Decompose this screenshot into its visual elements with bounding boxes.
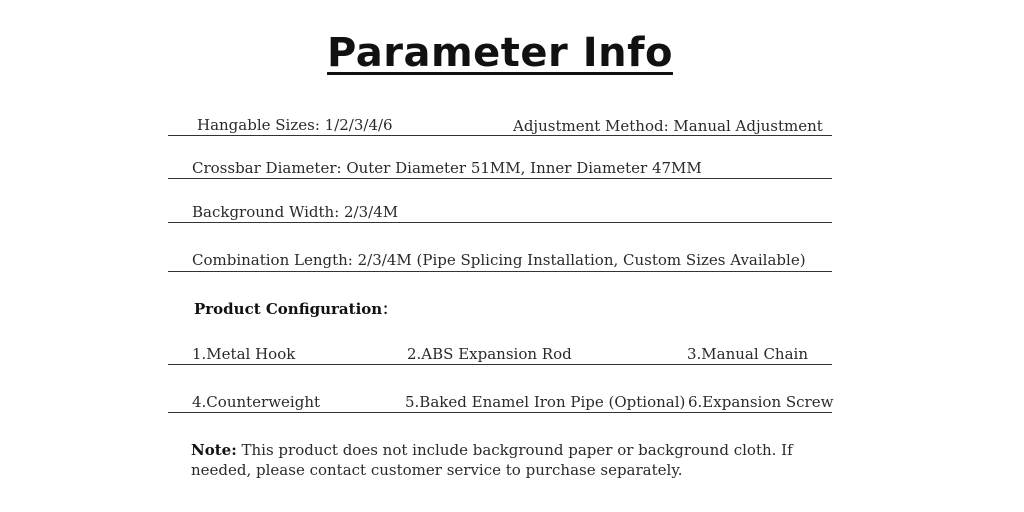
adjustment-method-text: Adjustment Method: Manual Adjustment (513, 117, 823, 135)
crossbar-diameter-text: Crossbar Diameter: Outer Diameter 51MM, Inner Diameter 47MM (192, 159, 702, 177)
divider-line (168, 271, 832, 272)
divider-line (168, 364, 832, 365)
hangable-sizes-text: Hangable Sizes: 1/2/3/4/6 (197, 116, 393, 134)
divider-line (168, 135, 832, 136)
config-item: 3.Manual Chain (687, 345, 808, 363)
config-item: 5.Baked Enamel Iron Pipe (Optional) (405, 393, 686, 411)
config-item: 2.ABS Expansion Rod (407, 345, 572, 363)
config-item: 1.Metal Hook (192, 345, 296, 363)
page-title: Parameter Info (327, 30, 673, 76)
divider-line (168, 412, 832, 413)
note-text: This product does not include background paper or background cloth. If needed, please contact customer service to purchase separately. (191, 441, 793, 479)
config-item: 4.Counterweight (192, 393, 321, 411)
divider-line (168, 178, 832, 179)
note-paragraph (191, 440, 831, 480)
note-label: Note: (191, 441, 237, 459)
divider-line (168, 222, 832, 223)
combination-length-text: Combination Length: 2/3/4M (Pipe Splicing Installation, Custom Sizes Available) (192, 251, 806, 269)
config-item: 6.Expansion Screw (688, 393, 834, 411)
product-configuration-heading: Product Configuration： (194, 300, 398, 318)
background-width-text: Background Width: 2/3/4M (192, 203, 399, 221)
